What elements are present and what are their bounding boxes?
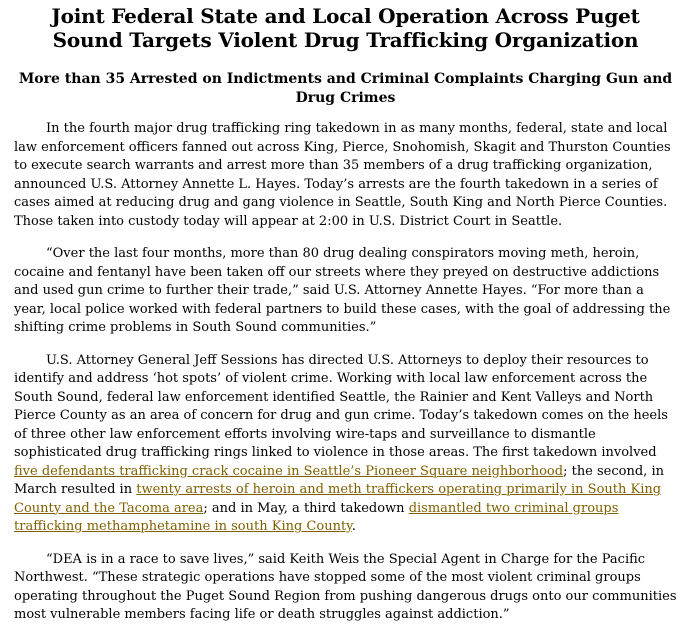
paragraph-dea-quote: “DEA is in a race to save lives,” said Keith Weis the Special Agent in Charge for the Pacific Northwest. “These strategic operations have stopped some of the most violent criminal groups operating throughout the Puget Sound Region from pushing dangerous drugs onto our communities most vulnerable members facing life or death struggles against addiction.” xyxy=(14,551,677,622)
link-march-heroin-meth-arrests[interactable]: twenty arrests of heroin and meth traffickers operating primarily in South King County and the Tacoma area xyxy=(14,482,662,516)
paragraph-text: . xyxy=(351,519,356,534)
paragraph-text: ; and in May, a third takedown xyxy=(203,500,409,516)
link-may-meth-groups-dismantled[interactable]: dismantled two criminal groups trafficking methamphetamine in south King County xyxy=(14,500,619,534)
paragraph-text: ; the second, in March resulted in xyxy=(14,463,664,497)
document-subtitle: More than 35 Arrested on Indictments and Criminal Complaints Charging Gun and Drug Crimes xyxy=(18,71,673,106)
document-title: Joint Federal State and Local Operation Across Puget Sound Targets Violent Drug Trafficking Organization xyxy=(51,4,640,52)
paragraph-sessions xyxy=(14,352,677,537)
paragraph-text: U.S. Attorney General Jeff Sessions has directed U.S. Attorneys to deploy their resources to identify and address ‘hot spots’ of violent crime. Working with local law enforcement across the South Sound, federal law enforcement identified Seattle, the Rainier and Kent Valleys and North Pierce County as an area of concern for drug and gun crime. Today’s takedown comes on the heels of three other law enforcement efforts involving wire-taps and surveillance to dismantle sophisticated drug trafficking rings linked to violence in those areas. The first takedown involved xyxy=(14,352,668,460)
paragraph-intro: In the fourth major drug trafficking ring takedown in as many months, federal, state and local law enforcement officers fanned out across King, Pierce, Snohomish, Skagit and Thurston Counties to execute search warrants and arrest more than 35 members of a drug trafficking organization, announced U.S. Attorney Annette L. Hayes. Today’s arrests are the fourth takedown in a series of cases aimed at reducing drug and gang violence in Seattle, South King and North Pierce Counties. Those taken into custody today will appear at 2:00 in U.S. District Court in Seattle. xyxy=(14,121,671,229)
link-pioneer-square-takedown[interactable]: five defendants trafficking crack cocaine in Seattle’s Pioneer Square neighborhood xyxy=(14,463,564,479)
paragraph-hayes-quote: “Over the last four months, more than 80 drug dealing conspirators moving meth, heroin, cocaine and fentanyl have been taken off our streets where they preyed on destructive addictions and used gun crime to further their trade,” said U.S. Attorney Annette Hayes. “For more than a year, local police worked with federal partners to build these cases, with the goal of addressing the shifting crime problems in South Sound communities.” xyxy=(14,246,671,335)
